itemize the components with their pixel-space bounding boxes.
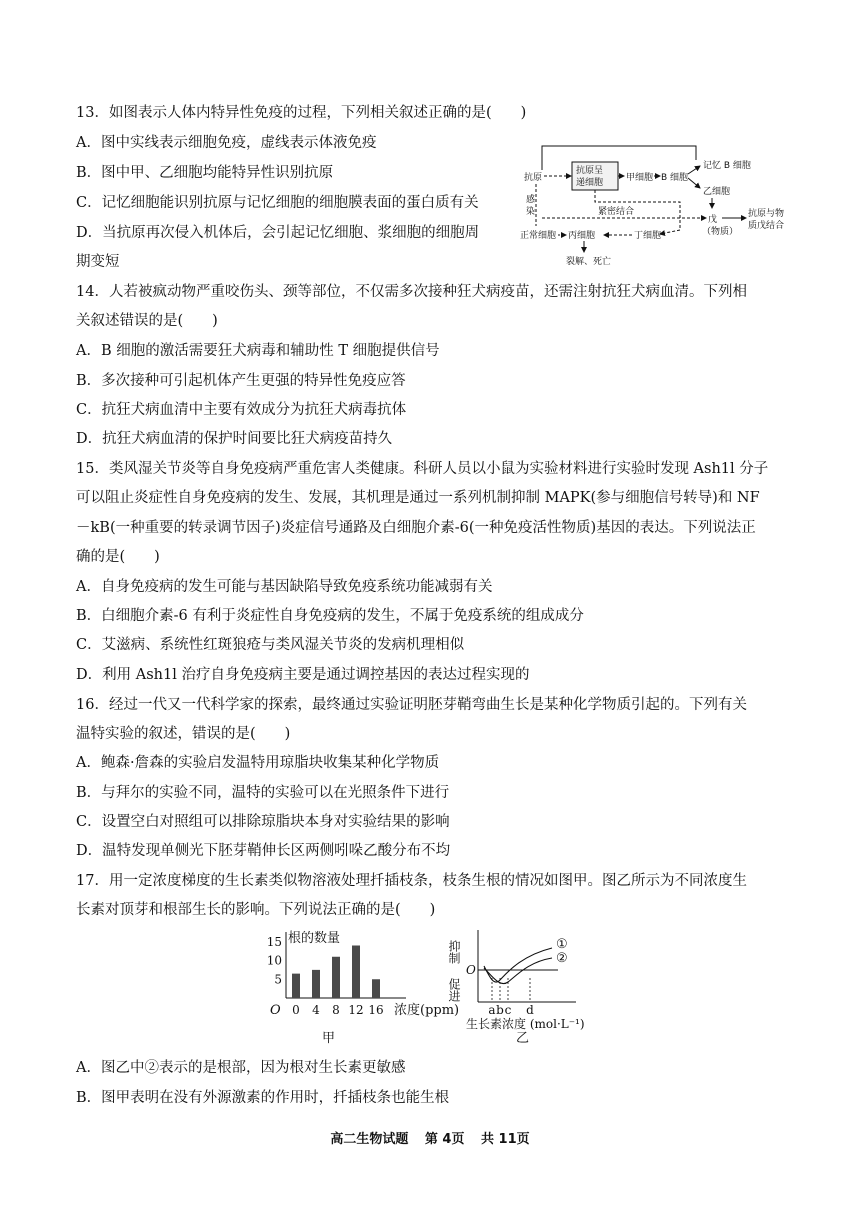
result-label-2: 质戊结合 — [748, 221, 785, 231]
y-tick-label: 5 — [274, 972, 282, 987]
x-mark-label: c — [504, 1003, 512, 1017]
q15-stem-4: 确的是( ) — [76, 549, 160, 565]
bar — [292, 974, 300, 998]
cell-jia-label: 甲细胞 — [626, 173, 654, 183]
q14-stem-1: 14．人若被疯动物严重咬伤头、颈等部位，不仅需多次接种狂犬病疫苗，还需注射抗狂犬病血清。下列相 — [76, 284, 747, 300]
q14-option-b: B．多次接种可引起机体产生更强的特异性免疫应答 — [76, 373, 406, 389]
q17-option-b: B．图甲表明在没有外源激素的作用时，扦插枝条也能生根 — [76, 1090, 450, 1106]
curve-1 — [484, 948, 552, 982]
footer-page: 第 4页 — [424, 1132, 465, 1147]
q13-option-d: D．当抗原再次侵入机体后，会引起记忆细胞、浆细胞的细胞周 — [76, 225, 480, 241]
series-label-1: ① — [556, 937, 568, 952]
q13-option-d-cont: 期变短 — [76, 254, 120, 270]
y-axis-label: 根的数量 — [288, 931, 341, 946]
y-label-inhibit: 抑制 — [447, 940, 461, 964]
apc-label-1: 抗原呈 — [576, 166, 604, 176]
x-tick-label: 0 — [292, 1003, 300, 1017]
q16-stem-1: 16．经过一代又一代科学家的探索，最终通过实验证明胚芽鞘弯曲生长是某种化学物质引起的。下列有关 — [76, 697, 747, 713]
q15-stem-3: －kB(一种重要的转录调节因子)炎症信号通路及白细胞介素-6(一种免疫活性物质)基因的表达。下列说法正 — [76, 520, 756, 536]
x-tick-label: 4 — [312, 1003, 320, 1017]
q15-stem-2: 可以阻止炎症性自身免疫病的发生、发展，其机理是通过一系列机制抑制 MAPK(参与细胞信号转导)和 NF — [76, 490, 760, 506]
q16-option-c: C．设置空白对照组可以排除琼脂块本身对实验结果的影响 — [76, 814, 450, 830]
x-axis-label: 生长素浓度 (mol·L⁻¹) — [466, 1017, 585, 1031]
x-mark-label: b — [496, 1003, 504, 1017]
x-mark-label: a — [488, 1003, 496, 1017]
lysis-label: 裂解、死亡 — [566, 257, 612, 267]
series-label-2: ② — [556, 951, 568, 966]
bind-label: 紧密结合 — [598, 207, 635, 217]
y-tick-label: 10 — [266, 953, 282, 968]
x-mark-label: d — [526, 1003, 534, 1017]
q15-option-b: B．白细胞介素-6 有利于炎症性自身免疫病的发生，不属于免疫系统的组成成分 — [76, 608, 584, 624]
normal-cell-label: 正常细胞 — [520, 231, 557, 241]
chart-yi-auxin-effect — [448, 926, 608, 1050]
q17-stem-1: 17．用一定浓度梯度的生长素类似物溶液处理扦插枝条，枝条生根的情况如图甲。图乙所示为不同浓度生 — [76, 873, 747, 889]
cell-yi-label: 乙细胞 — [703, 187, 731, 197]
footer-total: 共 11页 — [481, 1132, 530, 1147]
apc-label-2: 递细胞 — [576, 178, 604, 188]
q13-stem: 13．如图表示人体内特异性免疫的过程，下列相关叙述正确的是( ) — [76, 105, 527, 121]
q14-option-c: C．抗狂犬病血清中主要有效成分为抗狂犬病毒抗体 — [76, 402, 407, 418]
q16-option-d: D．温特发现单侧光下胚芽鞘伸长区两侧吲哚乙酸分布不均 — [76, 843, 451, 859]
q15-stem-1: 15．类风湿关节炎等自身免疫病严重危害人类健康。科研人员以小鼠为实验材料进行实验时发现 Ash1l 分子 — [76, 461, 769, 477]
wu-label: 戊 — [708, 215, 718, 225]
curve-2 — [484, 958, 552, 984]
origin-label: O — [270, 1003, 281, 1018]
b-cell-label: B 细胞 — [661, 173, 689, 183]
q16-option-b: B．与拜尔的实验不同，温特的实验可以在光照条件下进行 — [76, 785, 450, 801]
cell-ding-label: 丁细胞 — [634, 231, 662, 241]
bar — [312, 970, 320, 998]
infect-label-1: 感 — [526, 195, 536, 205]
x-tick-label: 16 — [368, 1003, 384, 1017]
antigen-label: 抗原 — [524, 173, 543, 183]
y-tick-label: 15 — [266, 934, 282, 949]
x-tick-label: 8 — [332, 1003, 340, 1017]
bar — [332, 957, 340, 998]
cell-bing-label: 丙细胞 — [568, 231, 596, 241]
q17-option-a: A．图乙中②表示的是根部，因为根对生长素更敏感 — [76, 1060, 406, 1076]
y-label-promote: 促进 — [447, 978, 461, 1002]
q14-option-d: D．抗狂犬病血清的保护时间要比狂犬病疫苗持久 — [76, 431, 393, 447]
wu-note: （物质） — [702, 227, 739, 237]
result-label-1: 抗原与物 — [748, 209, 785, 219]
infect-label-2: 染 — [526, 207, 536, 217]
q13-option-a: A．图中实线表示细胞免疫，虚线表示体液免疫 — [76, 135, 377, 151]
q17-stem-2: 长素对顶芽和根部生长的影响。下列说法正确的是( ) — [76, 902, 436, 918]
bar — [352, 946, 360, 999]
q14-stem-2: 关叙述错误的是( ) — [76, 313, 218, 329]
chart-caption: 乙 — [516, 1031, 530, 1046]
page-footer — [0, 1128, 860, 1147]
x-tick-label: 12 — [348, 1003, 364, 1017]
footer-title: 高二生物试题 — [330, 1132, 409, 1147]
memory-b-label: 记忆 B 细胞 — [703, 161, 751, 171]
x-axis-label: 浓度(ppm) — [394, 1003, 460, 1018]
q15-option-c: C．艾滋病、系统性红斑狼疮与类风湿关节炎的发病机理相似 — [76, 637, 465, 653]
immune-process-diagram — [520, 140, 800, 270]
q15-option-a: A．自身免疫病的发生可能与基因缺陷导致免疫系统功能减弱有关 — [76, 579, 493, 595]
q15-option-d: D．利用 Ash1l 治疗自身免疫病主要是通过调控基因的表达过程实现的 — [76, 667, 530, 683]
q13-option-c: C．记忆细胞能识别抗原与记忆细胞的细胞膜表面的蛋白质有关 — [76, 195, 479, 211]
q14-option-a: A．B 细胞的激活需要狂犬病毒和辅助性 T 细胞提供信号 — [76, 343, 440, 359]
q16-stem-2: 温特实验的叙述，错误的是( ) — [76, 726, 291, 742]
origin-label: O — [466, 963, 476, 977]
q13-option-b: B．图中甲、乙细胞均能特异性识别抗原 — [76, 165, 334, 181]
bar — [372, 979, 380, 998]
q16-option-a: A．鲍森·詹森的实验启发温特用琼脂块收集某种化学物质 — [76, 755, 440, 771]
chart-caption: 甲 — [322, 1031, 336, 1046]
